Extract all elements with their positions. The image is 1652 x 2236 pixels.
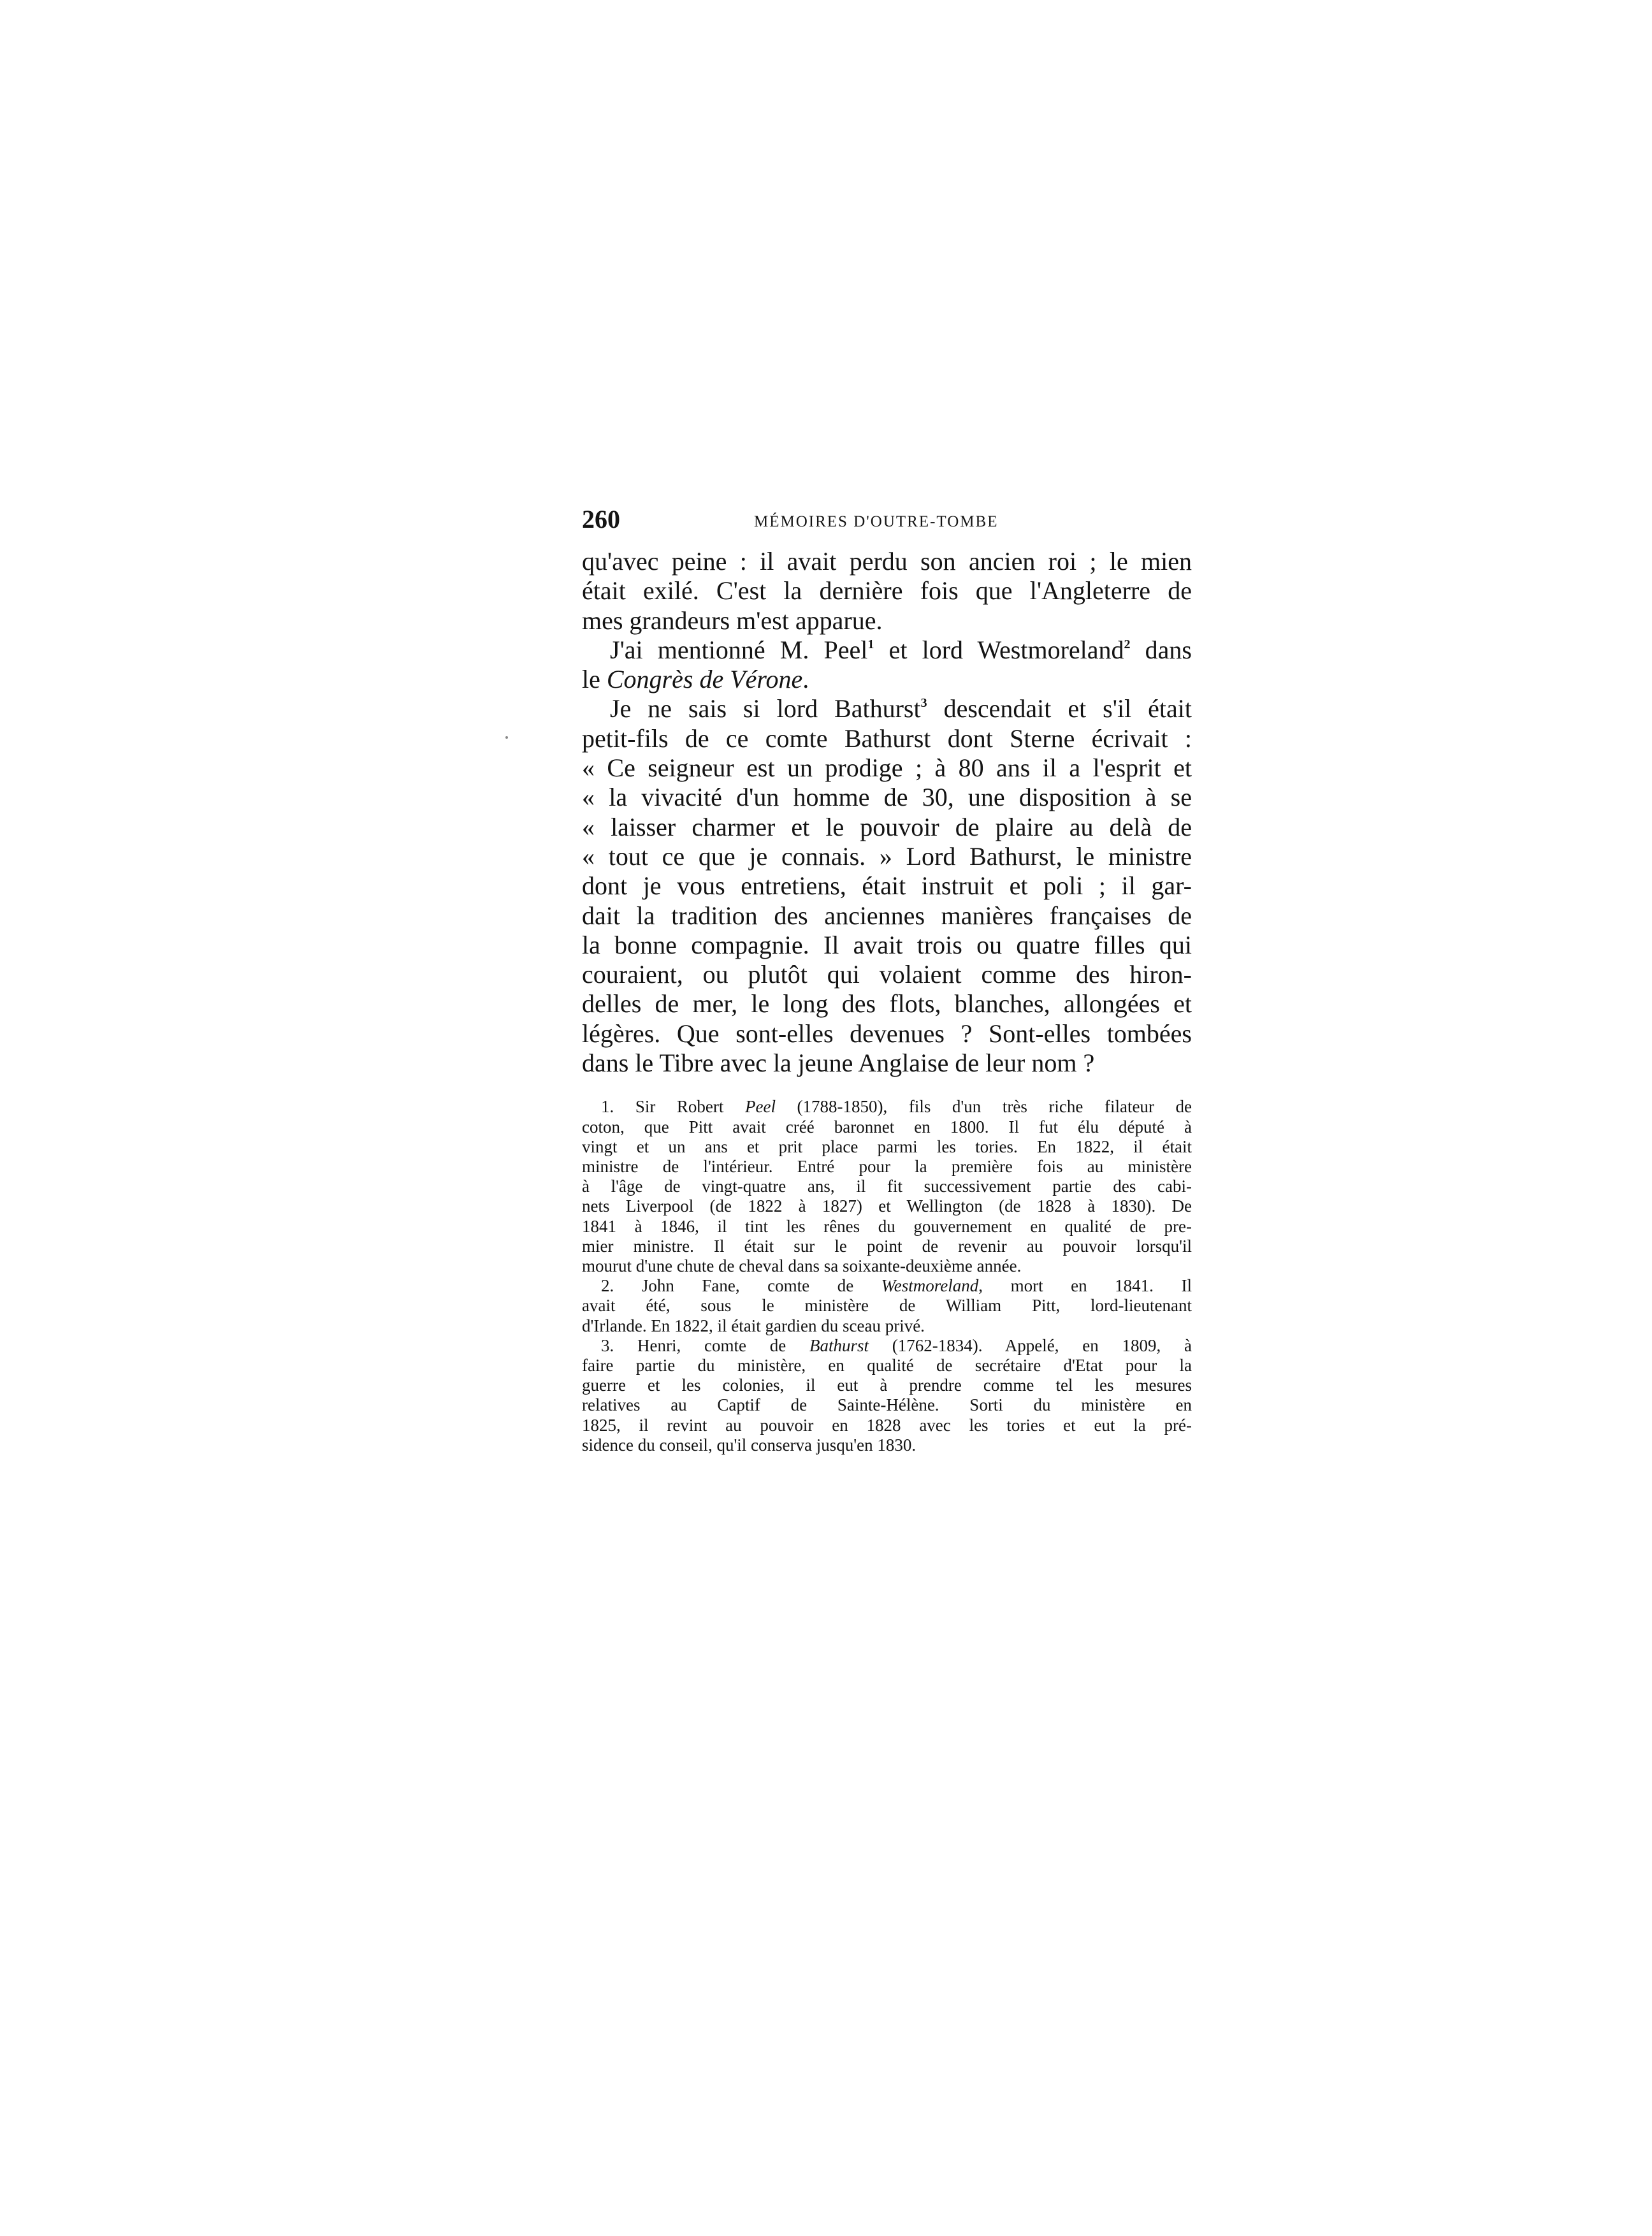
- text-segment: et lord Westmoreland: [874, 635, 1124, 664]
- page-number: 260: [582, 505, 620, 534]
- book-page: [582, 504, 1192, 1455]
- footnote-line: [582, 1336, 1192, 1356]
- name-italic: Peel: [744, 1097, 776, 1117]
- text-segment: 3. Henri, comte de: [601, 1335, 809, 1355]
- footnote-line: 1841 à 1846, il tint les rênes du gouvernement en qualité de pre-: [582, 1216, 1192, 1236]
- text-line: était exilé. C'est la dernière fois que l'Angleterre de: [582, 576, 1192, 606]
- name-italic: Westmoreland: [881, 1276, 979, 1296]
- text-line: « tout ce que je connais. » Lord Bathurst, le ministre: [582, 841, 1192, 871]
- text-line: « laisser charmer et le pouvoir de plaire au delà de: [582, 812, 1192, 841]
- text-line: petit-fils de ce comte Bathurst dont Sterne écrivait :: [582, 723, 1192, 753]
- text-segment: (1788-1850), fils d'un très riche filateur de: [775, 1097, 1192, 1117]
- text-line: couraient, ou plutôt qui volaient comme des hiron-: [582, 960, 1192, 989]
- text-segment: (1762-1834). Appelé, en 1809, à: [869, 1335, 1192, 1355]
- footnote-ref-2: 2: [1124, 637, 1131, 651]
- paragraph-1: [582, 547, 1192, 635]
- text-line: « Ce seigneur est un prodige ; à 80 ans il a l'esprit et: [582, 753, 1192, 783]
- running-title: MÉMOIRES D'OUTRE-TOMBE: [754, 513, 999, 530]
- text-segment: , mort en 1841. Il: [978, 1276, 1192, 1296]
- footnote-line: vingt et un ans et prit place parmi les tories. En 1822, il était: [582, 1136, 1192, 1156]
- footnote-line: [582, 1097, 1192, 1117]
- text-segment: descendait et s'il était: [927, 694, 1192, 723]
- footnote-line: [582, 1276, 1192, 1296]
- footnote-line: ministre de l'intérieur. Entré pour la première fois au ministère: [582, 1156, 1192, 1176]
- text-line: [582, 665, 1192, 694]
- footnote-line: guerre et les colonies, il eut à prendre comme tel les mesures: [582, 1376, 1192, 1395]
- name-italic: Bathurst: [809, 1335, 869, 1355]
- text-line: dans le Tibre avec la jeune Anglaise de leur nom ?: [582, 1049, 1095, 1078]
- text-line: mes grandeurs m'est apparue.: [582, 606, 883, 635]
- footnote-line: sidence du conseil, qu'il conserva jusqu'en 1830.: [582, 1435, 917, 1455]
- page-header: [582, 504, 1192, 535]
- footnote-line: nets Liverpool (de 1822 à 1827) et Wellington (de 1828 à 1830). De: [582, 1196, 1192, 1216]
- paragraph-3: [582, 694, 1192, 1078]
- book-title-italic: Congrès de Vérone: [606, 665, 803, 694]
- text-segment: le: [582, 665, 607, 694]
- footnote-1: [582, 1097, 1192, 1276]
- footnote-line: mourut d'une chute de cheval dans sa soixante-deuxième année.: [582, 1256, 1022, 1275]
- footnote-line: à l'âge de vingt-quatre ans, il fit successivement partie des cabi-: [582, 1177, 1192, 1196]
- footnote-line: coton, que Pitt avait créé baronnet en 1800. Il fut élu député à: [582, 1117, 1192, 1136]
- text-line: légères. Que sont-elles devenues ? Sont-elles tombées: [582, 1019, 1192, 1048]
- text-segment: .: [802, 665, 809, 694]
- text-segment: 1. Sir Robert: [601, 1097, 745, 1117]
- footnote-line: d'Irlande. En 1822, il était gardien du sceau privé.: [582, 1316, 925, 1335]
- footnote-3: [582, 1336, 1192, 1455]
- text-segment: dans: [1130, 635, 1192, 664]
- main-text: [582, 547, 1192, 1078]
- footnote-line: mier ministre. Il était sur le point de revenir au pouvoir lorsqu'il: [582, 1236, 1192, 1256]
- footnote-ref-1: 1: [867, 637, 874, 651]
- footnote-2: [582, 1276, 1192, 1336]
- text-line: [582, 694, 1192, 723]
- text-line: dait la tradition des anciennes manières françaises de: [582, 901, 1192, 930]
- footnote-line: relatives au Captif de Sainte-Hélène. Sorti du ministère en: [582, 1395, 1192, 1415]
- footnote-ref-3: 3: [920, 696, 927, 711]
- footnote-line: 1825, il revint au pouvoir en 1828 avec les tories et eut la pré-: [582, 1415, 1192, 1435]
- paragraph-2: [582, 635, 1192, 695]
- text-line: [582, 635, 1192, 665]
- text-line: la bonne compagnie. Il avait trois ou quatre filles qui: [582, 930, 1192, 959]
- text-line: delles de mer, le long des flots, blanches, allongées et: [582, 989, 1192, 1019]
- text-line: qu'avec peine : il avait perdu son ancien roi ; le mien: [582, 547, 1192, 576]
- footnote-line: avait été, sous le ministère de William Pitt, lord-lieutenant: [582, 1296, 1192, 1316]
- footnote-line: faire partie du ministère, en qualité de secrétaire d'Etat pour la: [582, 1355, 1192, 1375]
- stray-ink-mark: [505, 736, 508, 739]
- text-line: « la vivacité d'un homme de 30, une disposition à se: [582, 783, 1192, 812]
- text-segment: J'ai mentionné M. Peel: [610, 635, 868, 664]
- text-line: dont je vous entretiens, était instruit et poli ; il gar-: [582, 871, 1192, 901]
- text-segment: 2. John Fane, comte de: [601, 1276, 881, 1296]
- text-segment: Je ne sais si lord Bathurst: [610, 694, 921, 723]
- footnotes: [582, 1097, 1192, 1455]
